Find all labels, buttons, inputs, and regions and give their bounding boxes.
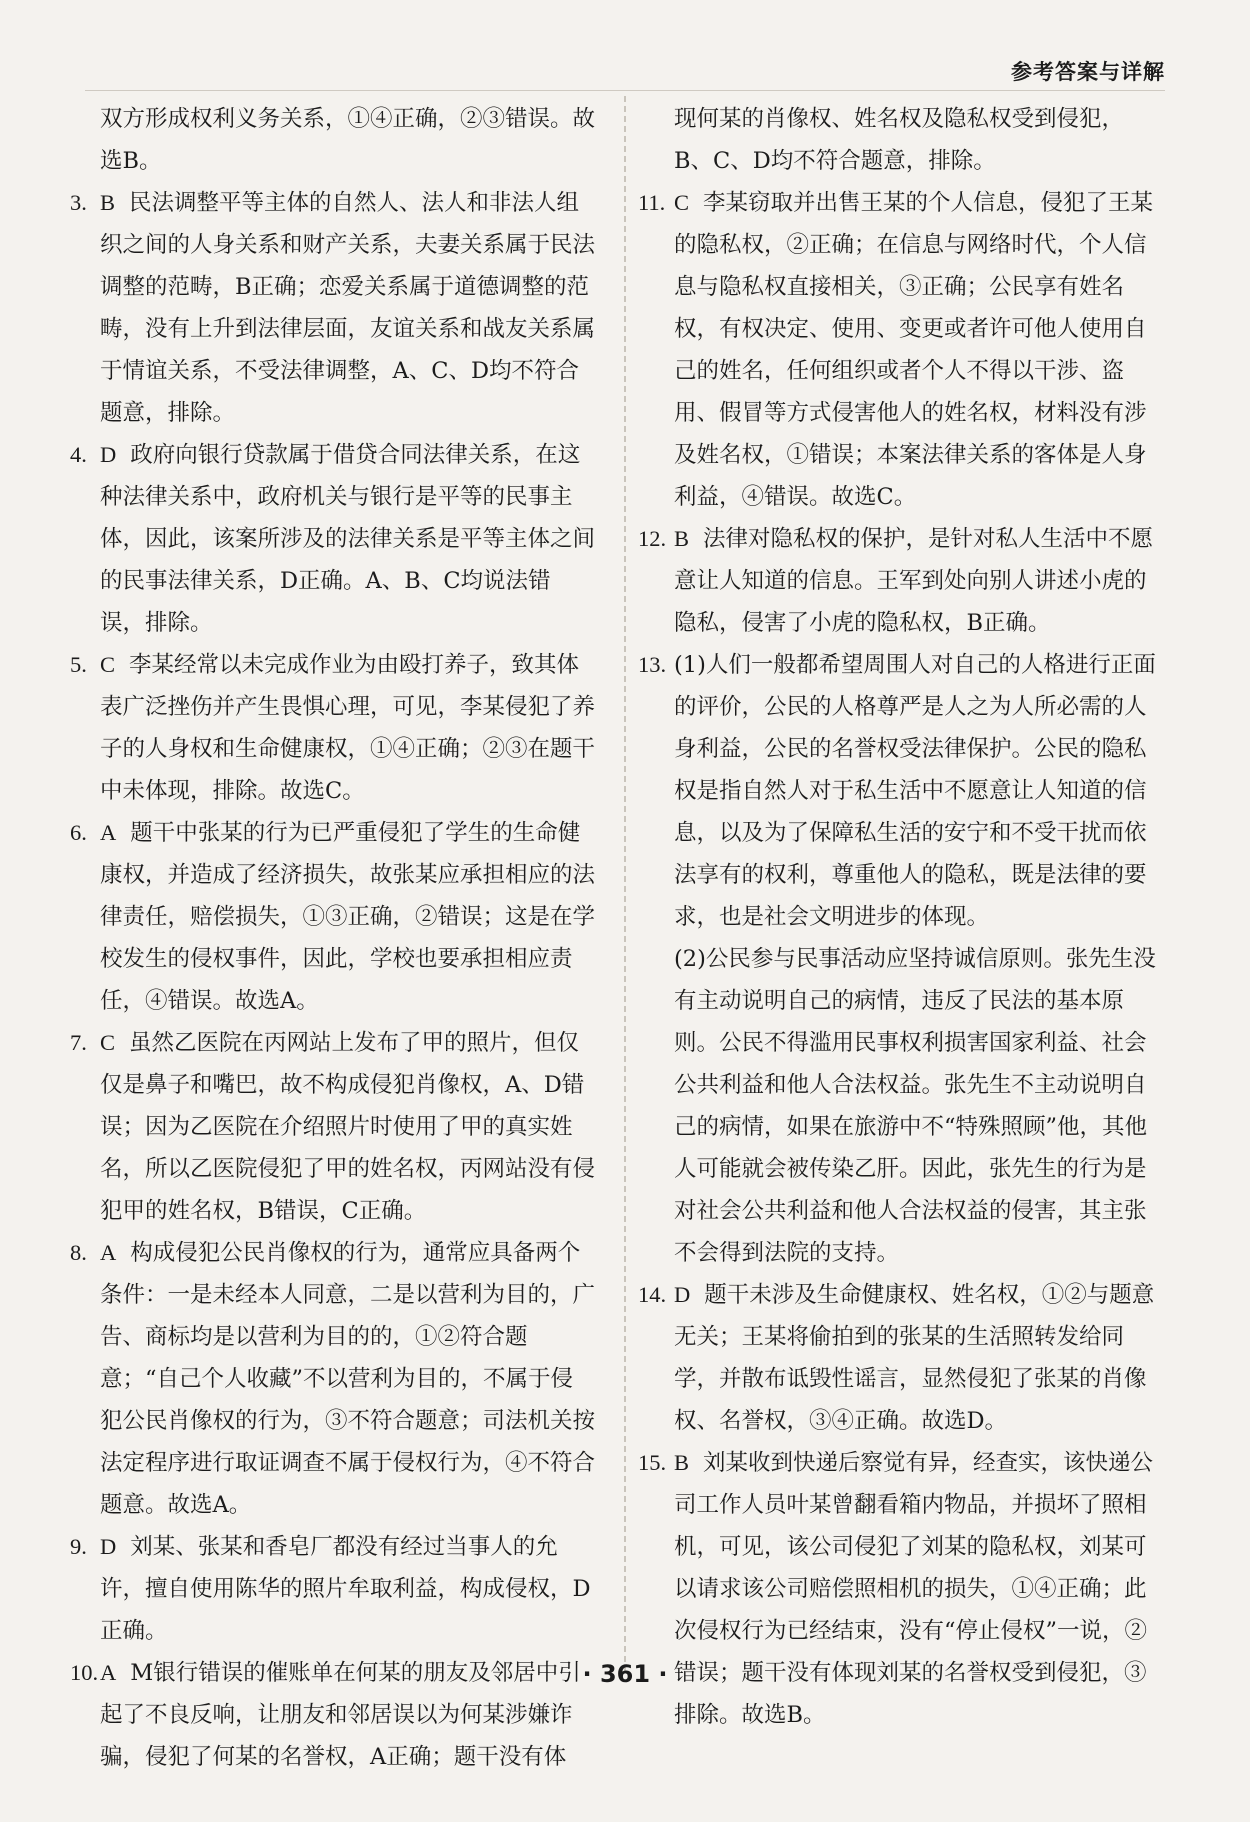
explanation-text: 题干中张某的行为已严重侵犯了学生的生命健康权，并造成了经济损失，故张某应承担相应的法律责任，赔偿损失，①③正确，②错误；这是在学校发生的侵权事件，因此，学校也要承担相应责任，④错误。故选A。	[100, 820, 596, 1014]
answer-choice: A	[100, 1240, 117, 1265]
question-number: 14.	[638, 1282, 667, 1307]
answer-item	[638, 518, 1160, 644]
answer-choice: D	[100, 1534, 117, 1559]
answer-item	[70, 434, 595, 644]
answer-choice: C	[100, 1030, 116, 1055]
answer-item	[638, 1274, 1160, 1442]
answer-choice: B	[674, 1450, 690, 1475]
answer-item	[70, 182, 595, 434]
right-column	[638, 98, 1160, 1736]
answer-item	[70, 812, 595, 1022]
question-number: 4.	[70, 442, 87, 467]
explanation-text: 题干未涉及生命健康权、姓名权，①②与题意无关；王某将偷拍到的张某的生活照转发给同学，并散布诋毁性谣言，显然侵犯了张某的肖像权、名誉权，③④正确。故选D。	[674, 1282, 1155, 1434]
explanation-text: 刘某、张某和香皂厂都没有经过当事人的允许，擅自使用陈华的照片牟取利益，构成侵权，D正确。	[100, 1534, 591, 1644]
question-number: 8.	[70, 1240, 87, 1265]
question-number: 12.	[638, 526, 667, 551]
explanation-text: 政府向银行贷款属于借贷合同法律关系，在这种法律关系中，政府机关与银行是平等的民事主体，因此，该案所涉及的法律关系是平等主体之间的民事法律关系，D正确。A、B、C均说法错误，排除。	[100, 442, 596, 636]
explanation-text: 李某窃取并出售王某的个人信息，侵犯了王某的隐私权，②正确；在信息与网络时代，个人信息与隐私权直接相关，③正确；公民享有姓名权，有权决定、使用、变更或者许可他人使用自己的姓名，任何组织或者个人不得以干涉、盗用、假冒等方式侵害他人的姓名权，材料没有涉及姓名权，①错误；本案法律关系的客体是人身利益，④错误。故选C。	[674, 190, 1154, 510]
header-rule	[85, 90, 1165, 91]
answer-choice: C	[674, 190, 690, 215]
explanation-text: 刘某收到快递后察觉有异，经查实，该快递公司工作人员叶某曾翻看箱内物品，并损坏了照相机，可见，该公司侵犯了刘某的隐私权，刘某可以请求该公司赔偿照相机的损失，①④正确；此次侵权行为已经结束，没有“停止侵权”一说，②错误；题干没有体现刘某的名誉权受到侵犯，③排除。故选B。	[674, 1450, 1154, 1728]
question-number: 11.	[638, 190, 666, 215]
explanation-text: 双方形成权利义务关系，①④正确，②③错误。故选B。	[100, 106, 596, 174]
answer-item	[70, 644, 595, 812]
page-header-title: 参考答案与详解	[1011, 60, 1165, 84]
page-number: · 361 ·	[582, 1660, 668, 1688]
explanation-text: M银行错误的催账单在何某的朋友及邻居中引起了不良反响，让朋友和邻居误以为何某涉嫌诈骗，侵犯了何某的名誉权，A正确；题干没有体	[100, 1660, 581, 1770]
answer-item	[70, 1022, 595, 1232]
answer-item	[638, 98, 1160, 182]
answer-choice: C	[100, 652, 116, 677]
question-number: 10.	[70, 1660, 99, 1685]
answer-item	[70, 1526, 595, 1652]
answer-choice: B	[674, 526, 690, 551]
explanation-text: 李某经常以未完成作业为由殴打养子，致其体表广泛挫伤并产生畏惧心理，可见，李某侵犯了养子的人身权和生命健康权，①④正确；②③在题干中未体现，排除。故选C。	[100, 652, 596, 804]
explanation-text: 构成侵犯公民肖像权的行为，通常应具备两个条件：一是未经本人同意，二是以营利为目的，广告、商标均是以营利为目的的，①②符合题意；“自己个人收藏”不以营利为目的，不属于侵犯公民肖像权的行为，③不符合题意；司法机关按法定程序进行取证调查不属于侵权行为，④不符合题意。故选A。	[100, 1240, 596, 1518]
explanation-text: 虽然乙医院在丙网站上发布了甲的照片，但仅仅是鼻子和嘴巴，故不构成侵犯肖像权，A、D错误；因为乙医院在介绍照片时使用了甲的真实姓名，所以乙医院侵犯了甲的姓名权，丙网站没有侵犯甲的姓名权，B错误，C正确。	[100, 1030, 596, 1224]
explanation-text: (2)公民参与民事活动应坚持诚信原则。张先生没有主动说明自己的病情，违反了民法的基本原则。公民不得滥用民事权利损害国家利益、社会公共利益和他人合法权益。张先生不主动说明自己的病情，如果在旅游中不“特殊照顾”他，其他人可能就会被传染乙肝。因此，张先生的行为是对社会公共利益和他人合法权益的侵害，其主张不会得到法院的支持。	[674, 946, 1156, 1266]
answer-choice: A	[100, 1660, 117, 1685]
answer-item	[638, 644, 1160, 938]
question-number: 3.	[70, 190, 87, 215]
answer-choice: A	[100, 820, 117, 845]
answer-item	[638, 1442, 1160, 1736]
explanation-text: 法律对隐私权的保护，是针对私人生活中不愿意让人知道的信息。王军到处向别人讲述小虎的隐私，侵害了小虎的隐私权，B正确。	[674, 526, 1154, 636]
answer-item	[638, 182, 1160, 518]
left-column	[70, 98, 595, 1778]
answer-item	[638, 938, 1160, 1274]
explanation-text: (1)人们一般都希望周围人对自己的人格进行正面的评价，公民的人格尊严是人之为人所必需的人身利益，公民的名誉权受法律保护。公民的隐私权是指自然人对于私生活中不愿意让人知道的信息，以及为了保障私生活的安宁和不受干扰而依法享有的权利，尊重他人的隐私，既是法律的要求，也是社会文明进步的体现。	[674, 652, 1156, 930]
column-divider	[624, 96, 626, 1672]
answer-item	[70, 98, 595, 182]
explanation-text: 民法调整平等主体的自然人、法人和非法人组织之间的人身关系和财产关系，夫妻关系属于民法调整的范畴，B正确；恋爱关系属于道德调整的范畴，没有上升到法律层面，友谊关系和战友关系属于情谊关系，不受法律调整，A、C、D均不符合题意，排除。	[100, 190, 596, 426]
question-number: 15.	[638, 1450, 667, 1475]
question-number: 6.	[70, 820, 87, 845]
explanation-text: 现何某的肖像权、姓名权及隐私权受到侵犯，B、C、D均不符合题意，排除。	[674, 106, 1125, 174]
answer-choice: D	[674, 1282, 691, 1307]
answer-item	[70, 1232, 595, 1526]
question-number: 7.	[70, 1030, 87, 1055]
answer-choice: B	[100, 190, 116, 215]
answer-choice: D	[100, 442, 117, 467]
question-number: 9.	[70, 1534, 87, 1559]
question-number: 5.	[70, 652, 87, 677]
question-number: 13.	[638, 652, 667, 677]
